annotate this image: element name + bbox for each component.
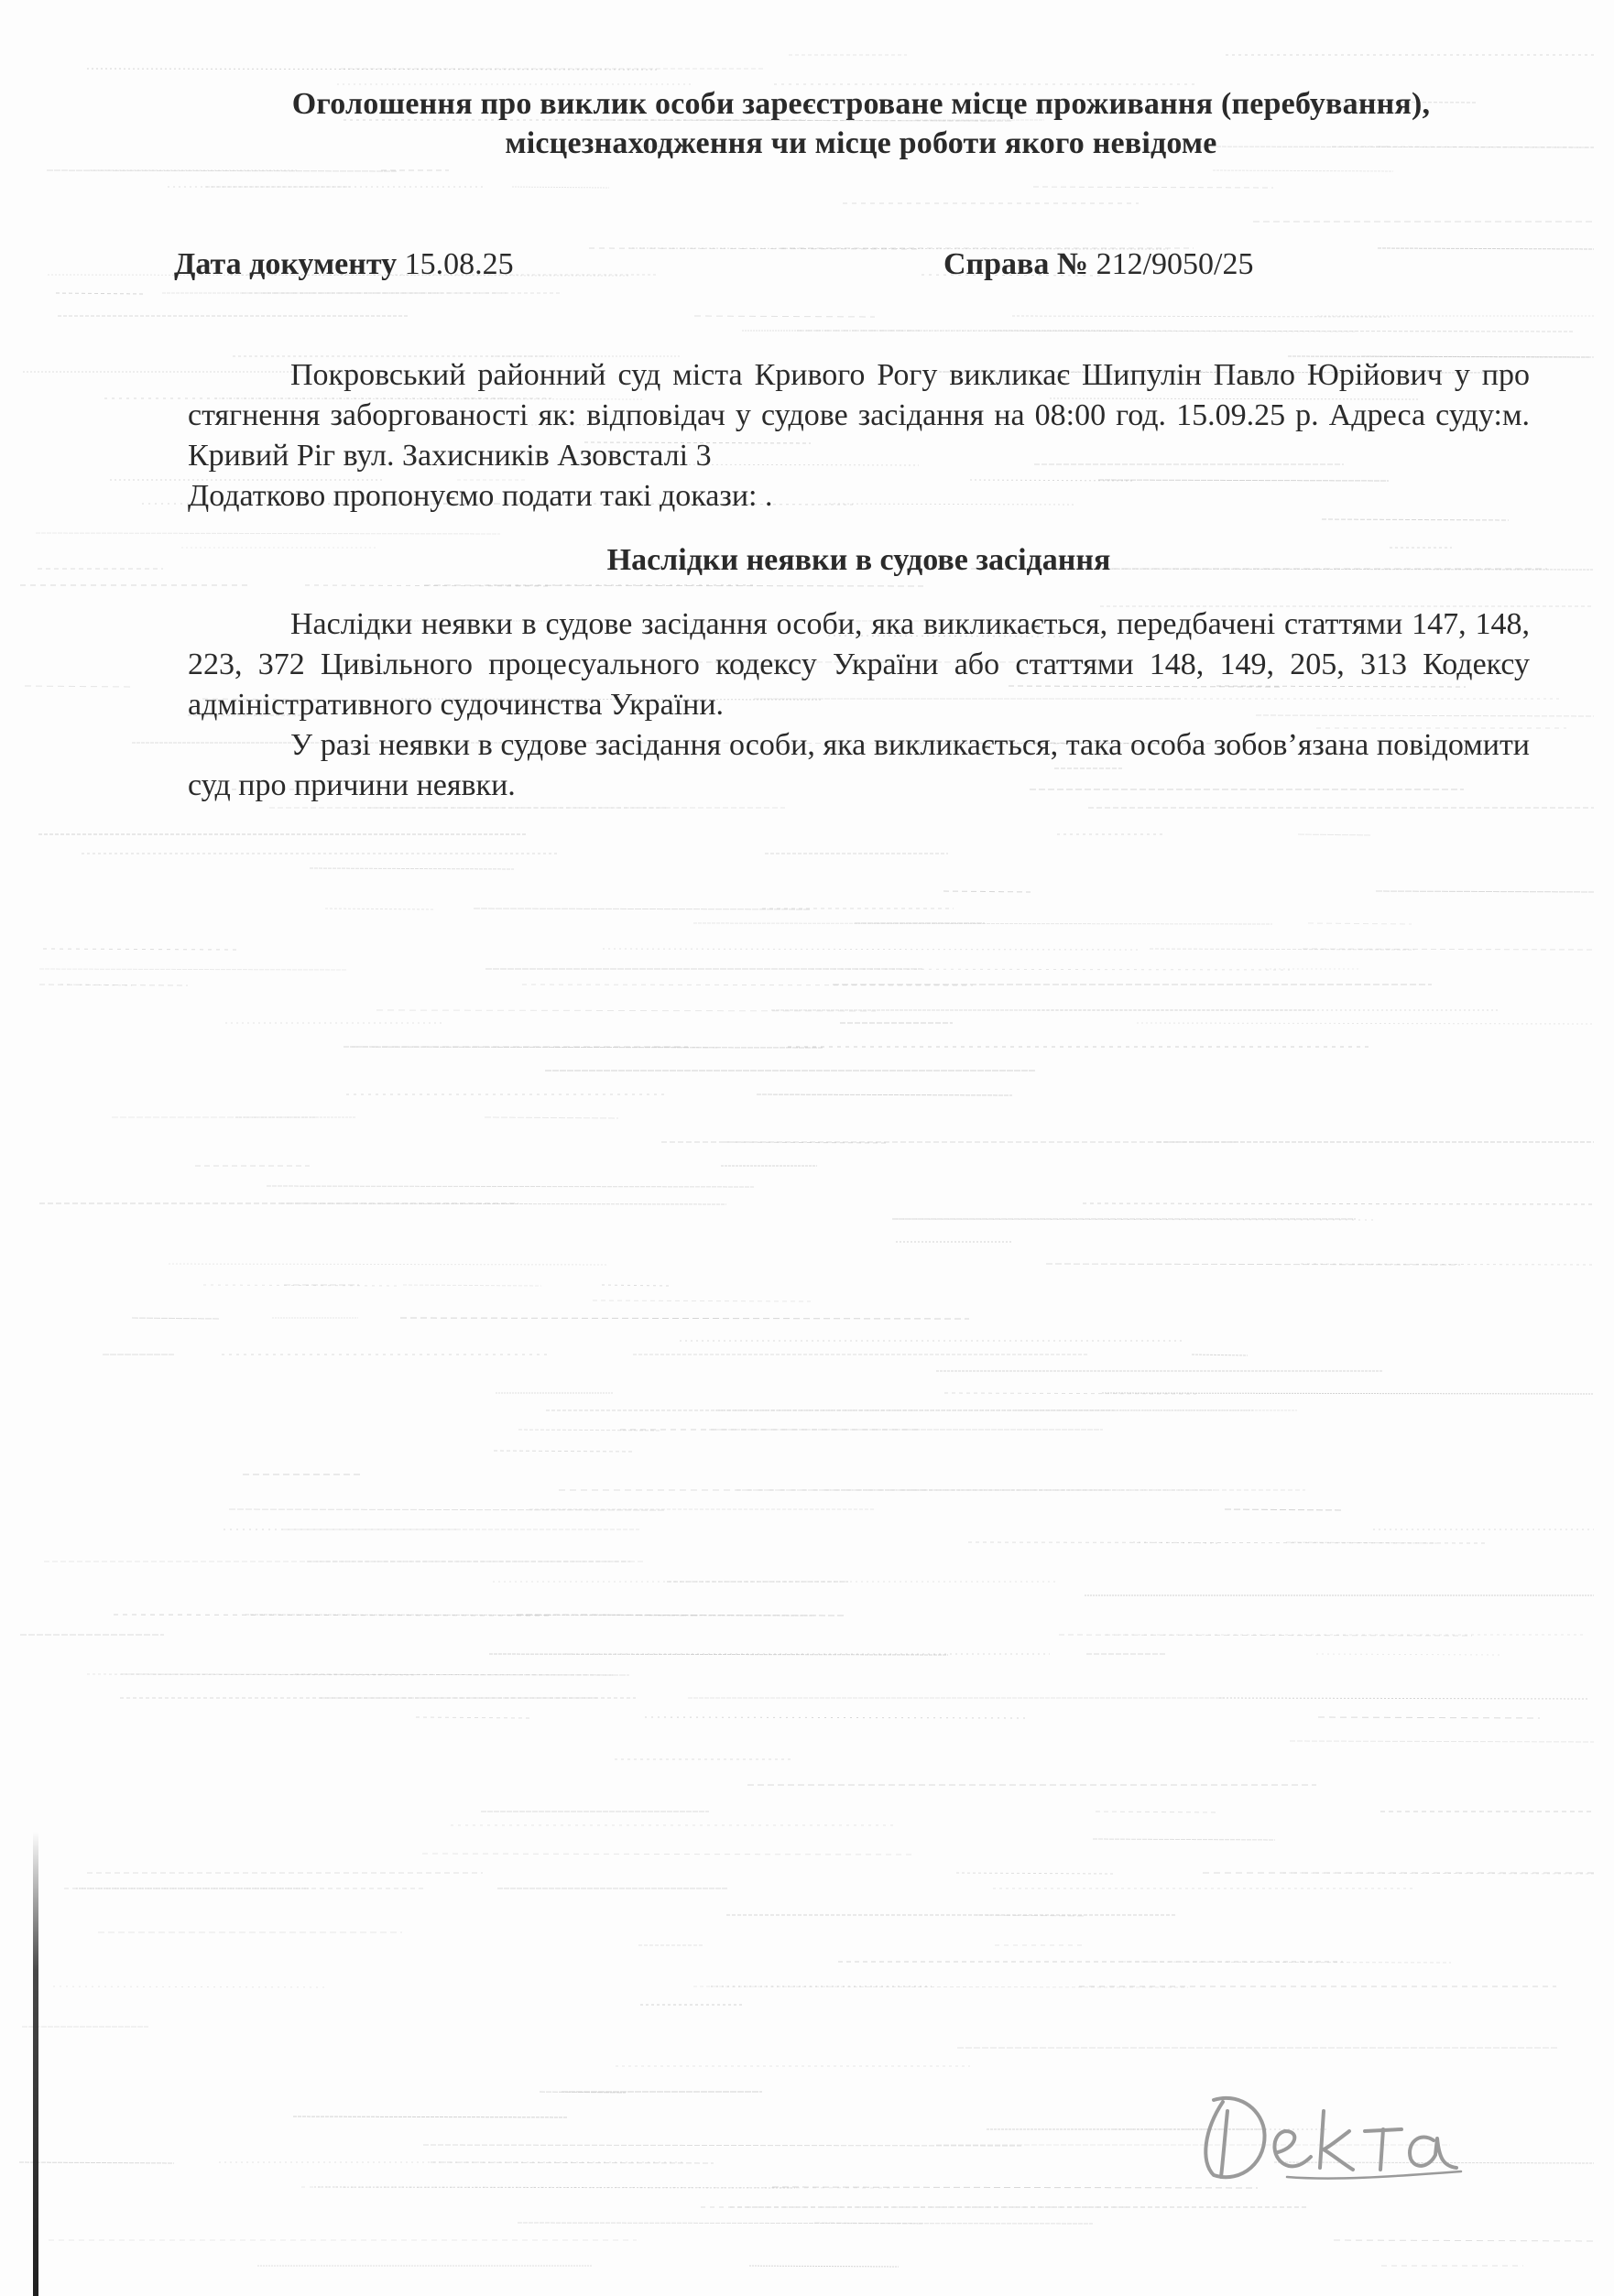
scan-streak [814, 2223, 922, 2224]
scan-streak [1316, 1654, 1499, 1655]
consequences-heading: Наслідки неявки в судове засідання [606, 543, 1111, 577]
case-label: Справа № [943, 247, 1089, 281]
scan-streak [169, 1264, 606, 1265]
scan-streak [229, 1509, 666, 1510]
scan-streak [1376, 891, 1594, 892]
scan-streak [1033, 187, 1273, 188]
scan-streak [645, 1717, 1029, 1718]
scan-streak [39, 969, 346, 970]
scan-streak [1137, 1023, 1594, 1024]
scan-streak [485, 1117, 618, 1118]
title-line-2: місцезнаходження чи місце роботи якого невідоме [505, 126, 1217, 160]
scan-streak [403, 1285, 541, 1286]
scan-streak [43, 949, 240, 950]
scan-streak [1303, 949, 1594, 950]
consequences-block [188, 604, 1530, 806]
scan-streak [693, 923, 1272, 924]
scan-streak [1083, 1203, 1594, 1204]
scan-streak [1318, 1717, 1540, 1718]
scan-streak [603, 949, 1141, 950]
scan-streak [1378, 248, 1594, 249]
scan-streak [19, 2162, 174, 2163]
summons-paragraph: Покровський районний суд міста Кривого Рогу викликає Шипулін Павло Юрійович у про стягнення заборгованості як: відповідач у судове засідання на 08:00 год. 15.09.25 р. Адреса суду:м. Кривий Ріг вул. Захисників Азовсталі 3 [188, 358, 1530, 473]
consequences-paragraph-1: Наслідки неявки в судове засідання особи, яка викликається, передбачені статтями 147, 148, 223, 372 Цивільного процесуального кодексу України або статтями 148, 149, 205, 313 Кодексу адміністративного судочинства України. [188, 607, 1530, 722]
scan-edge-shadow [33, 1832, 38, 2296]
scan-streak [310, 868, 514, 869]
case-number [943, 247, 1254, 282]
scan-streak [602, 1285, 669, 1286]
scan-streak [293, 2116, 568, 2117]
scan-streak [203, 1285, 400, 1286]
evidence-line: Додатково пропонуємо подати такі докази: . [188, 479, 773, 513]
scan-streak [512, 187, 609, 188]
case-value: 212/9050/25 [1096, 247, 1254, 281]
scan-streak [416, 1717, 529, 1718]
scan-streak [518, 1430, 661, 1431]
summons-block [188, 355, 1530, 517]
date-label: Дата документу [174, 247, 398, 281]
consequences-paragraph-2: У разі неявки в судове засідання особи, яка викликається, така особа зобов’язана повідомити суд про причини неявки. [188, 728, 1530, 802]
scan-streak [1093, 1839, 1275, 1840]
scan-streak [956, 1873, 1114, 1874]
date-value: 15.08.25 [404, 247, 514, 281]
scan-streak [1322, 519, 1509, 520]
scan-streak [423, 2145, 1021, 2146]
scan-streak [518, 2223, 1093, 2224]
scan-streak [400, 1318, 969, 1319]
scan-streak [56, 293, 144, 294]
scan-streak [494, 1451, 632, 1452]
scan-streak [1225, 1509, 1344, 1510]
scan-streak [1213, 170, 1393, 171]
scan-streak [1102, 1393, 1594, 1394]
scan-streak [593, 1300, 811, 1301]
scan-streak [36, 533, 500, 534]
scan-streak [694, 316, 875, 317]
document-meta [174, 247, 1264, 288]
scan-streak [772, 2187, 1258, 2188]
scan-streak [1308, 923, 1412, 924]
scan-streak [344, 1047, 823, 1048]
scan-streak [1290, 1741, 1594, 1742]
scan-streak [1219, 1698, 1588, 1699]
scan-streak [943, 891, 1031, 892]
document-date [174, 247, 514, 282]
scan-streak [422, 1854, 912, 1855]
scan-streak [757, 1094, 1012, 1095]
scan-streak [267, 1186, 754, 1187]
scan-streak [749, 2266, 899, 2267]
handwritten-signature [1186, 2074, 1498, 2193]
document-title [275, 84, 1447, 163]
scan-streak [25, 686, 132, 687]
scan-streak [53, 1986, 328, 1987]
scan-streak [132, 1318, 219, 1319]
title-line-1: Оголошення про виклик особи зареєстроване місце проживання (перебування), [291, 87, 1431, 121]
scan-streak [1150, 949, 1414, 950]
scan-streak [1298, 834, 1371, 835]
scan-streak [1334, 2240, 1594, 2241]
